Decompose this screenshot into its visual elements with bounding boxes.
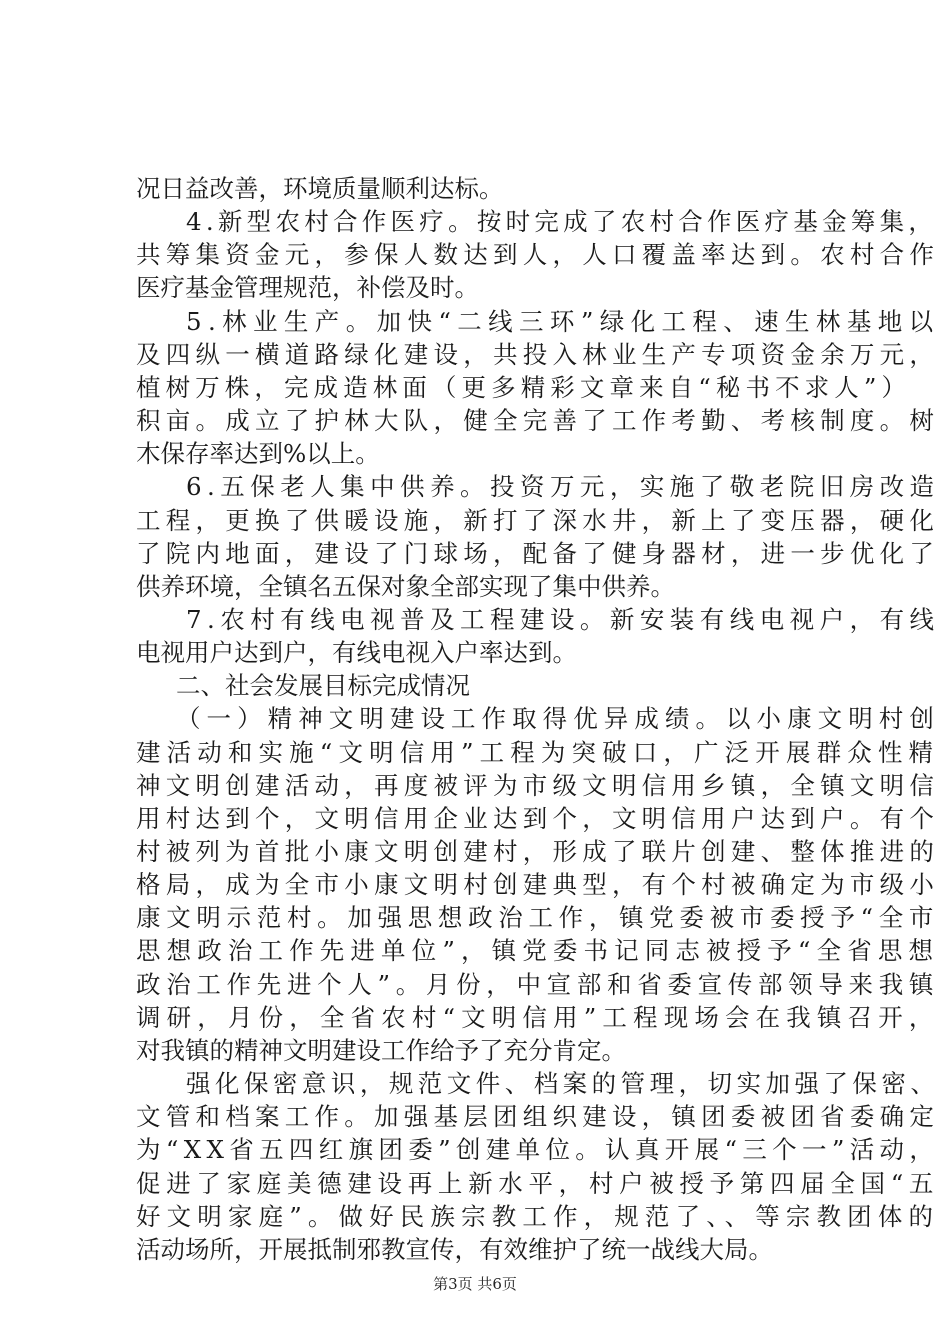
text-line: 好文明家庭”。做好民族宗教工作，规范了、、等宗教团体的 xyxy=(136,1201,940,1231)
text-line: 医疗基金管理规范，补偿及时。 xyxy=(136,273,479,303)
text-line: 调研，月份，全省农村“文明信用”工程现场会在我镇召开， xyxy=(136,1002,940,1032)
text-line: 共筹集资金元，参保人数达到人，人口覆盖率达到。农村合作 xyxy=(136,240,940,270)
text-line: 5.林业生产。加快“二线三环”绿化工程、速生林基地以 xyxy=(186,306,940,336)
text-line: 供养环境，全镇名五保对象全部实现了集中供养。 xyxy=(136,571,675,601)
text-line: 强化保密意识，规范文件、档案的管理，切实加强了保密、 xyxy=(186,1069,940,1099)
text-line: 为“XX省五四红旗团委”创建单位。认真开展“三个一”活动， xyxy=(136,1135,940,1165)
text-line: 思想政治工作先进单位”，镇党委书记同志被授予“全省思想 xyxy=(136,936,940,966)
text-line: 积亩。成立了护林大队，健全完善了工作考勤、考核制度。树 xyxy=(136,406,940,436)
text-line: 村被列为首批小康文明创建村，形成了联片创建、整体推进的 xyxy=(136,837,940,866)
text-line: 康文明示范村。加强思想政治工作，镇党委被市委授予“全市 xyxy=(136,903,940,933)
text-line: 电视用户达到户，有线电视入户率达到。 xyxy=(136,638,577,668)
text-line: 格局，成为全市小康文明村创建典型，有个村被确定为市级小 xyxy=(136,870,940,900)
text-line: 促进了家庭美德建设再上新水平，村户被授予第四届全国“五 xyxy=(136,1168,940,1198)
text-line: 对我镇的精神文明建设工作给予了充分肯定。 xyxy=(136,1035,626,1065)
text-line: 6.五保老人集中供养。投资万元，实施了敬老院旧房改造 xyxy=(186,472,940,502)
text-line: 活动场所，开展抵制邪教宣传，有效维护了统一战线大局。 xyxy=(136,1234,773,1264)
text-line: 神文明创建活动，再度被评为市级文明信用乡镇，全镇文明信 xyxy=(136,770,940,800)
text-line: 二、社会发展目标完成情况 xyxy=(176,671,470,701)
text-line: （一）精神文明建设工作取得优异成绩。以小康文明村创 xyxy=(176,704,940,734)
text-line: 植树万株，完成造林面（更多精彩文章来自“秘书不求人”） xyxy=(136,372,912,402)
text-line: 工程，更换了供暖设施，新打了深水井，新上了变压器，硬化 xyxy=(136,505,940,535)
text-line: 文管和档案工作。加强基层团组织建设，镇团委被团省委确定 xyxy=(136,1102,940,1132)
text-line: 用村达到个，文明信用企业达到个，文明信用户达到户。有个 xyxy=(136,803,940,833)
text-line: 及四纵一横道路绿化建设，共投入林业生产专项资金余万元， xyxy=(136,339,940,369)
text-line: 木保存率达到%以上。 xyxy=(136,439,380,469)
text-line: 政治工作先进个人”。月份，中宣部和省委宣传部领导来我镇 xyxy=(136,969,940,999)
page-footer: 第3页 共6页 xyxy=(433,1275,517,1293)
text-line: 了院内地面，建设了门球场，配备了健身器材，进一步优化了 xyxy=(136,538,940,568)
text-line: 况日益改善，环境质量顺利达标。 xyxy=(136,174,504,203)
text-line: 建活动和实施“文明信用”工程为突破口，广泛开展群众性精 xyxy=(136,737,940,767)
text-line: 4.新型农村合作医疗。按时完成了农村合作医疗基金筹集， xyxy=(186,207,938,237)
text-line: 7.农村有线电视普及工程建设。新安装有线电视户，有线 xyxy=(186,604,940,634)
